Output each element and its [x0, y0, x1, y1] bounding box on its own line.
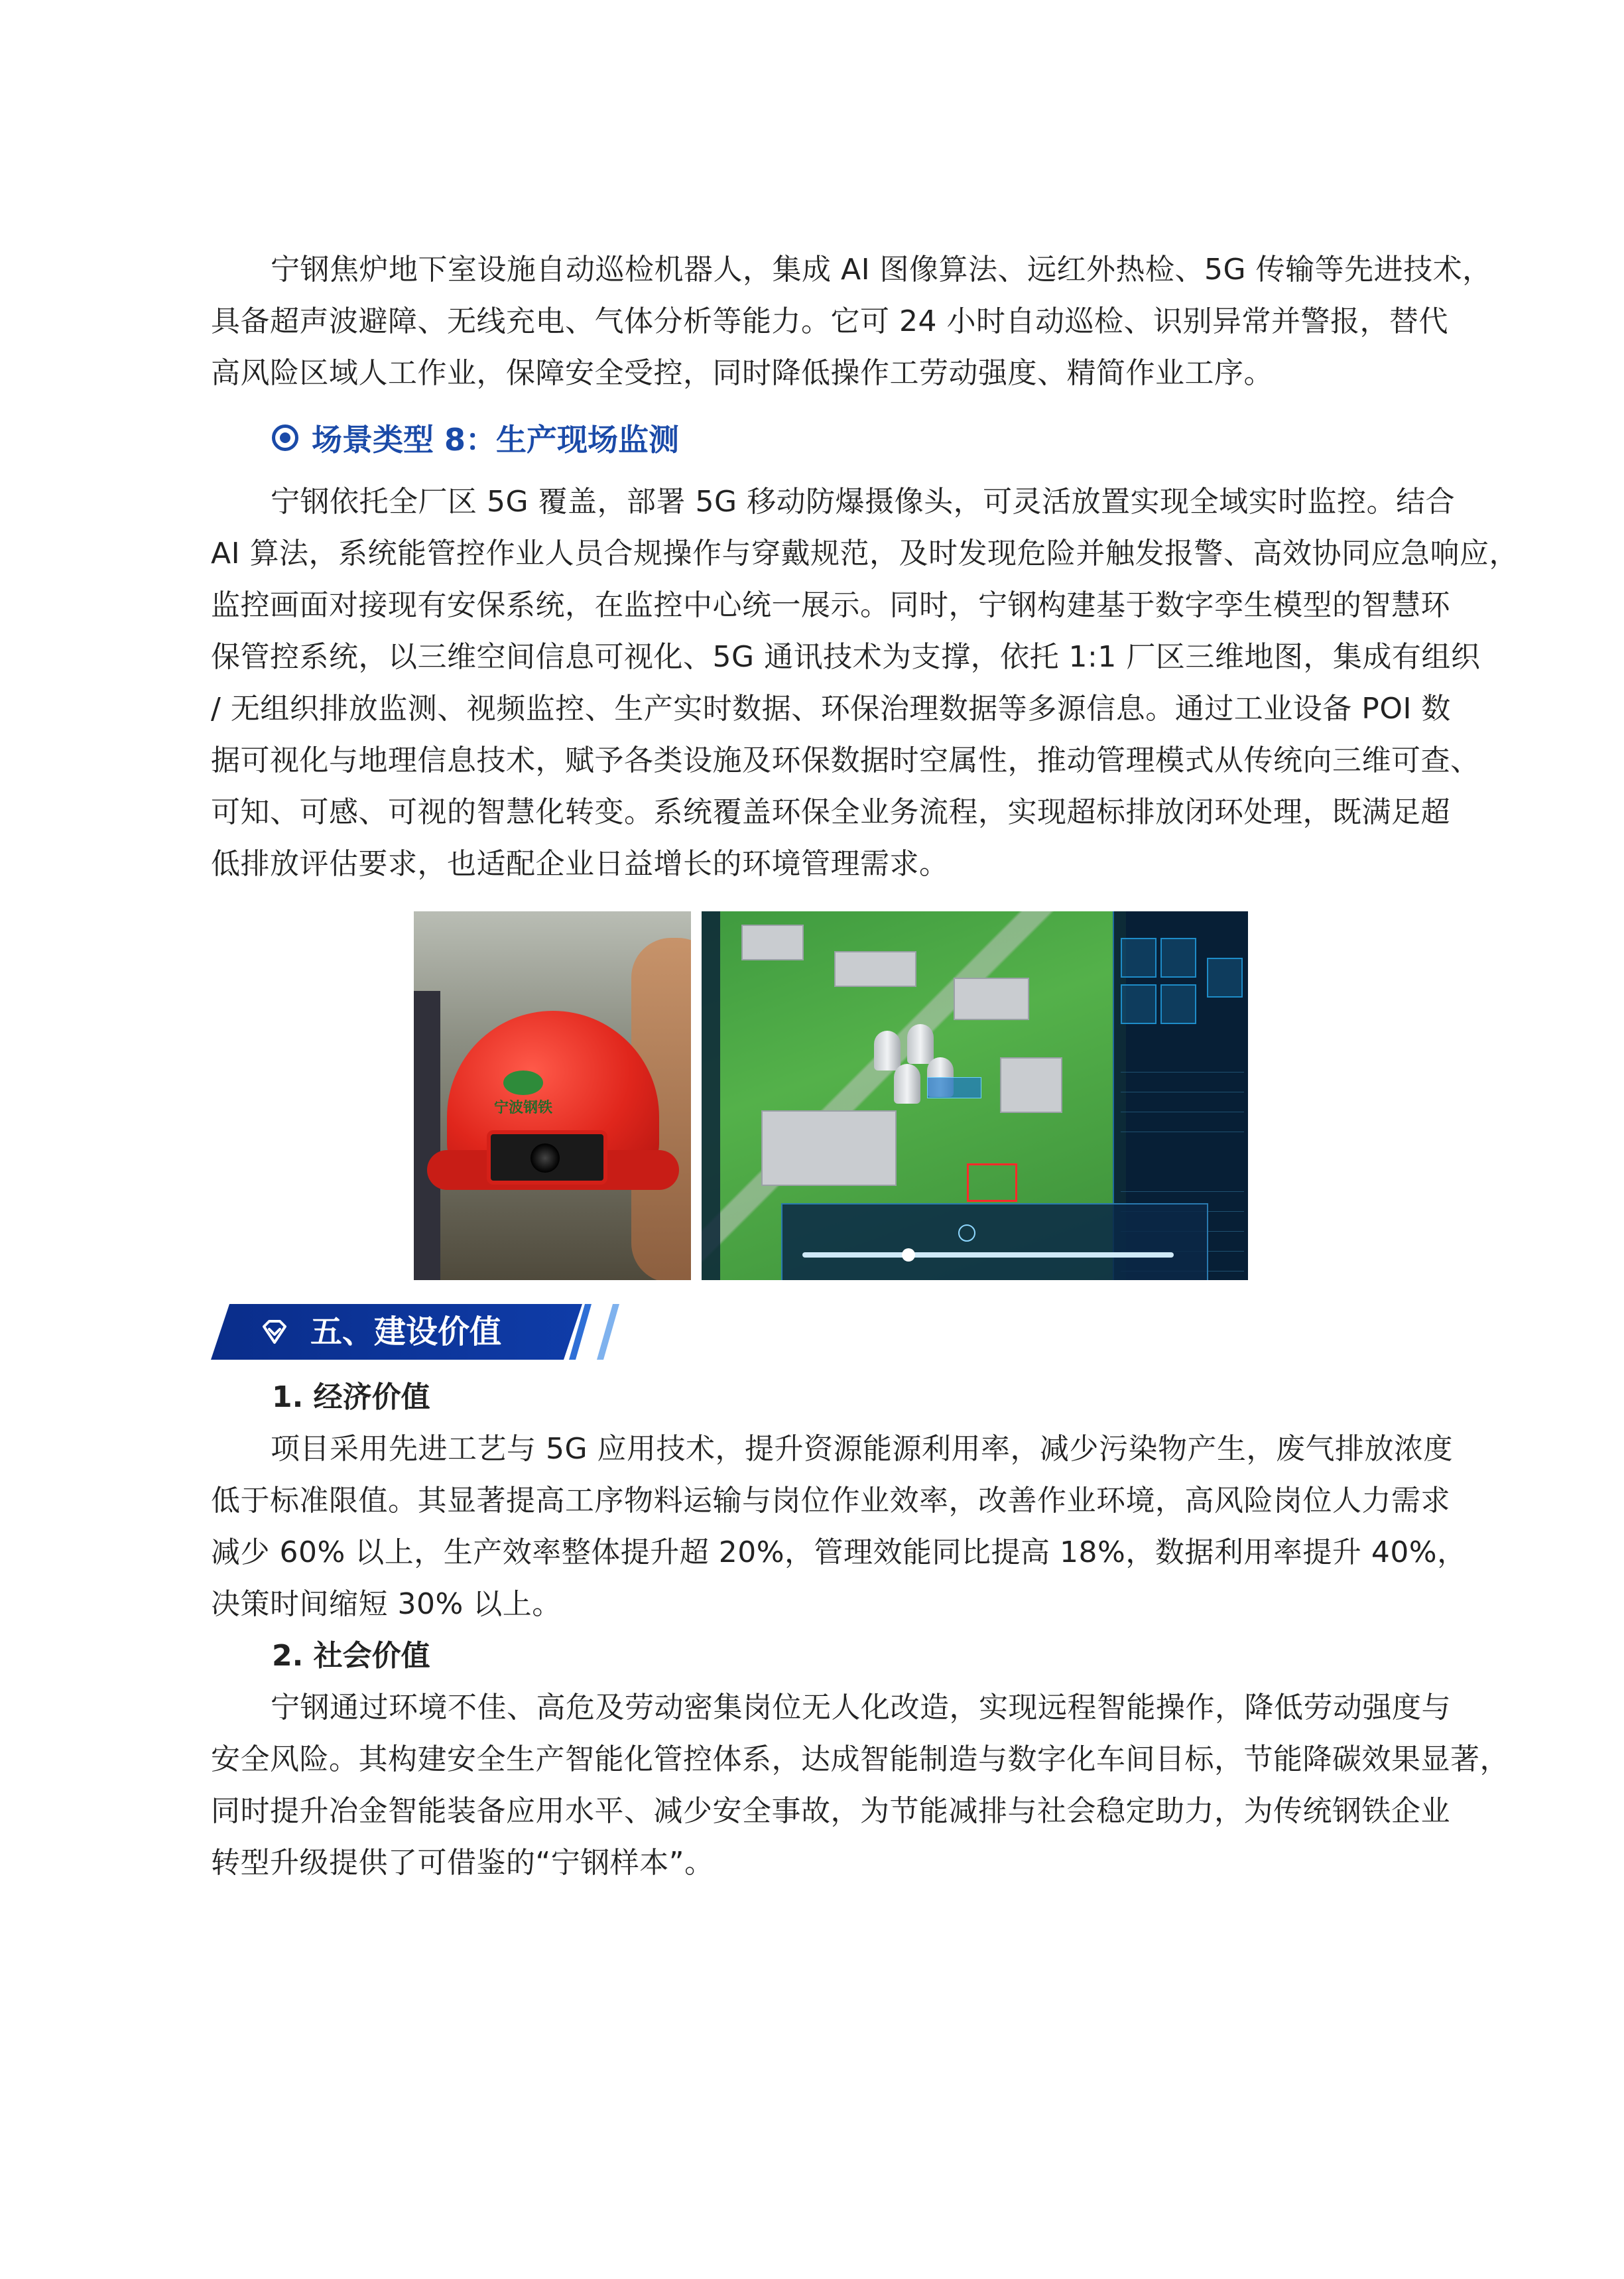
building-shape	[954, 978, 1029, 1020]
table-row	[1121, 1097, 1244, 1112]
text-line: 低排放评估要求，也适配企业日益增长的环境管理需求。	[211, 847, 949, 881]
slider-knob	[902, 1248, 915, 1262]
target-bullet-icon	[272, 424, 298, 451]
table-row	[1121, 1057, 1244, 1073]
helmet-camera-photo	[414, 911, 691, 1280]
storage-tank-shape	[874, 1031, 901, 1071]
text-line: 保管控系统，以三维空间信息可视化、5G 通讯技术为支撑，依托 1:1 厂区三维地图，集成有组织	[211, 640, 1481, 674]
subheading-social-value: 2. 社会价值	[272, 1639, 430, 1673]
paragraph-inspection-robot	[211, 244, 1492, 399]
play-icon	[958, 1224, 975, 1242]
stat-tile	[1121, 984, 1156, 1024]
subheading-economic-value: 1. 经济价值	[272, 1380, 430, 1414]
text-line: 决策时间缩短 30% 以上。	[211, 1587, 562, 1621]
stat-tile	[1207, 958, 1243, 998]
text-line: 监控画面对接现有安保系统，在监控中心统一展示。同时，宁钢构建基于数字孪生模型的智慧环	[211, 588, 1450, 622]
text-line: 项目采用先进工艺与 5G 应用技术，提升资源能源利用率，减少污染物产生，废气排放浓度	[271, 1432, 1454, 1466]
paragraph-social-value	[211, 1682, 1509, 1889]
scene-heading-text: 场景类型 8：生产现场监测	[312, 422, 680, 458]
person-arm	[414, 991, 440, 1280]
text-line: 可知、可感、可视的智慧化转变。系统覆盖环保全业务流程，实现超标排放闭环处理，既满足超	[211, 795, 1450, 829]
text-line: AI 算法，系统能管控作业人员合规操作与穿戴规范，及时发现危险并触发报警、高效协同应急响应，	[211, 537, 1519, 570]
paragraph-economic-value	[211, 1423, 1467, 1630]
text-line: 减少 60% 以上，生产效率整体提升超 20%，管理效能同比提高 18%，数据利用率提升 40%，	[211, 1535, 1467, 1569]
table-row	[1121, 1117, 1244, 1132]
camera-lens-icon	[531, 1143, 560, 1173]
timeline-slider	[802, 1252, 1174, 1258]
text-line: 宁钢依托全厂区 5G 覆盖，部署 5G 移动防爆摄像头，可灵活放置实现全域实时监控。结合	[271, 485, 1456, 519]
storage-tank-shape	[907, 1024, 934, 1064]
company-logo-icon	[503, 1071, 543, 1095]
building-shape	[741, 925, 804, 960]
building-shape	[834, 951, 916, 987]
stat-tile	[1160, 938, 1196, 978]
helmet-camera-module	[487, 1130, 607, 1185]
helmet-logo-text: 宁波钢铁	[493, 1100, 552, 1116]
storage-tank-shape	[894, 1064, 920, 1104]
digital-twin-dashboard-image	[702, 911, 1248, 1280]
timeline-panel	[781, 1203, 1208, 1280]
map-location-label	[927, 1077, 981, 1098]
section-banner	[211, 1304, 649, 1360]
banner-stripe	[597, 1304, 619, 1360]
text-line: 据可视化与地理信息技术，赋予各类设施及环保数据时空属性，推动管理模式从传统向三维可查、	[211, 744, 1480, 777]
text-line: 安全风险。其构建安全生产智能化管控体系，达成智能制造与数字化车间目标，节能降碳效果显著，	[211, 1742, 1509, 1776]
stat-tile	[1160, 984, 1196, 1024]
building-shape	[761, 1110, 897, 1186]
text-line: / 无组织排放监测、视频监控、生产实时数据、环保治理数据等多源信息。通过工业设备 POI 数	[211, 692, 1451, 726]
text-line: 转型升级提供了可借鉴的“宁钢样本”。	[211, 1846, 714, 1880]
text-line: 同时提升冶金智能装备应用水平、减少安全事故，为节能减排与社会稳定助力，为传统钢铁企业	[211, 1794, 1450, 1828]
building-shape	[1000, 1057, 1062, 1113]
helmet-logo	[473, 1071, 573, 1117]
table-row	[1121, 1077, 1244, 1092]
table-row	[1121, 1177, 1244, 1192]
section-title: 五、建设价值	[310, 1313, 502, 1350]
alert-marker	[967, 1163, 1017, 1202]
paragraph-site-monitoring	[211, 476, 1519, 890]
text-line: 宁钢通过环境不佳、高危及劳动密集岗位无人化改造，实现远程智能操作，降低劳动强度与	[271, 1691, 1451, 1725]
text-line: 低于标准限值。其显著提高工序物料运输与岗位作业效率，改善作业环境，高风险岗位人力需求	[211, 1484, 1450, 1518]
text-line: 高风险区域人工作业，保障安全受控，同时降低操作工劳动强度、精简作业工序。	[211, 356, 1273, 390]
dashboard-left-toolbar	[702, 911, 720, 1280]
text-line: 宁钢焦炉地下室设施自动巡检机器人，集成 AI 图像算法、远红外热检、5G 传输等先进技术，	[271, 253, 1492, 287]
stat-tile	[1121, 938, 1156, 978]
diamond-icon	[260, 1317, 289, 1346]
scene-heading	[272, 415, 679, 461]
text-line: 具备超声波避障、无线充电、气体分析等能力。它可 24 小时自动巡检、识别异常并警报，替代	[211, 304, 1448, 338]
